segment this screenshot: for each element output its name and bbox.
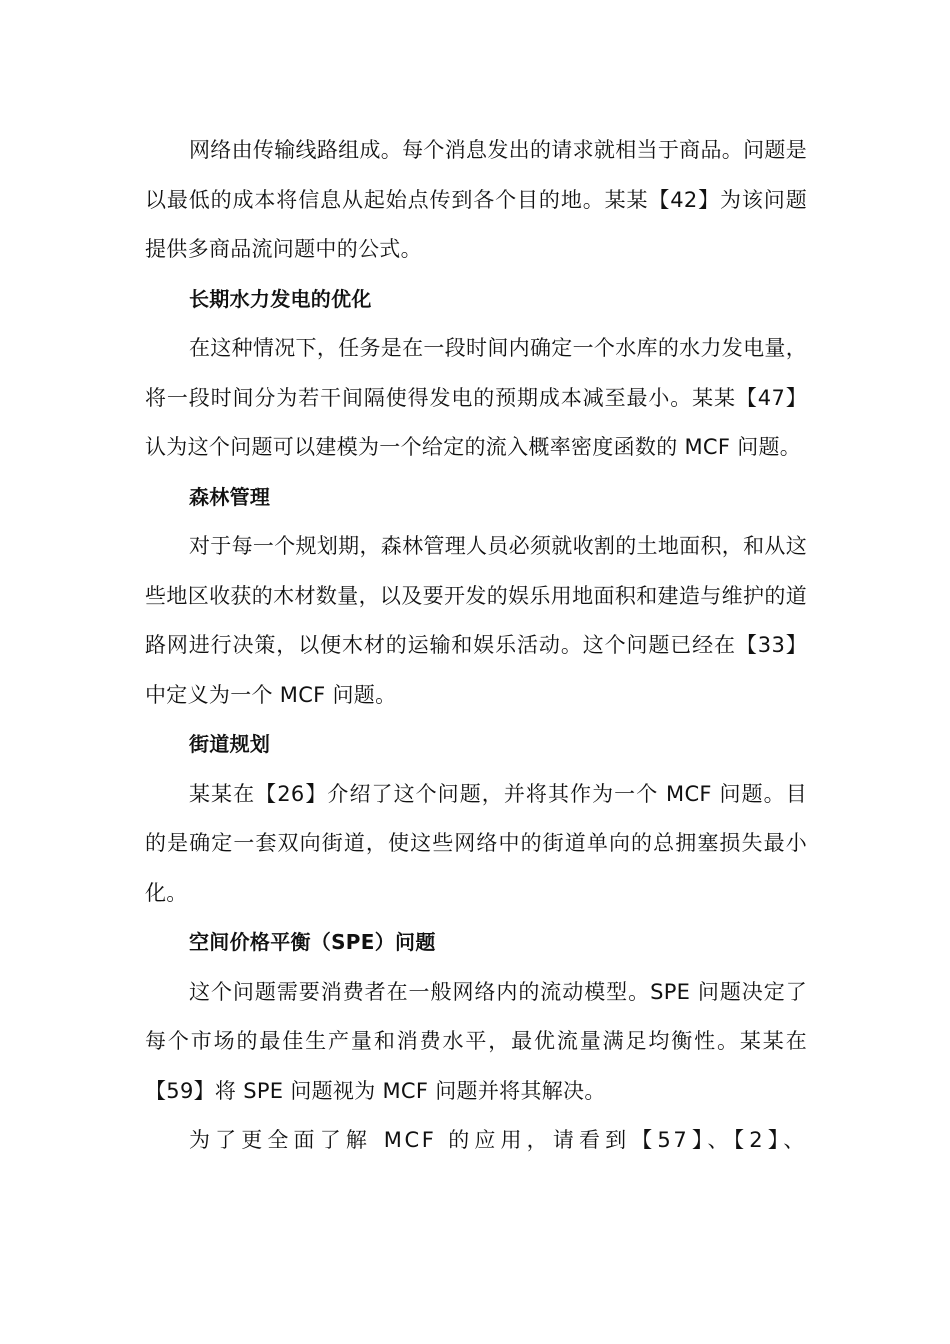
document-page <box>145 126 807 1166</box>
paragraph-applications: 为了更全面了解 MCF 的应用，请看到【57】、【2】、 <box>189 1128 807 1152</box>
paragraph-hydro: 在这种情况下，任务是在一段时间内确定一个水库的水力发电量，将一段时间分为若干间隔使得发电的预期成本减至最小。某某【47】认为这个问题可以建模为一个给定的流入概率密度函数的 MCF 问题。 <box>145 336 807 459</box>
heading-spe: 空间价格平衡（SPE）问题 <box>189 930 436 954</box>
paragraph-street: 某某在【26】介绍了这个问题，并将其作为一个 MCF 问题。目的是确定一套双向街道，使这些网络中的街道单向的总拥塞损失最小化。 <box>145 781 807 905</box>
heading-hydro: 长期水力发电的优化 <box>189 286 372 311</box>
paragraph-spe: 这个问题需要消费者在一般网络内的流动模型。SPE 问题决定了每个市场的最佳生产量和消费水平，最优流量满足均衡性。某某在【59】将 SPE 问题视为 MCF 问题并将其解决。 <box>145 979 807 1103</box>
heading-street: 街道规划 <box>189 732 271 756</box>
paragraph-forest: 对于每一个规划期，森林管理人员必须就收割的土地面积，和从这些地区收获的木材数量，以及要开发的娱乐用地面积和建造与维护的道路网进行决策，以便木材的运输和娱乐活动。这个问题已经在【33】中定义为一个 MCF 问题。 <box>145 534 807 707</box>
paragraph-telecom: 网络由传输线路组成。每个消息发出的请求就相当于商品。问题是以最低的成本将信息从起始点传到各个目的地。某某【42】为该问题提供多商品流问题中的公式。 <box>145 138 807 261</box>
heading-forest: 森林管理 <box>189 484 271 509</box>
